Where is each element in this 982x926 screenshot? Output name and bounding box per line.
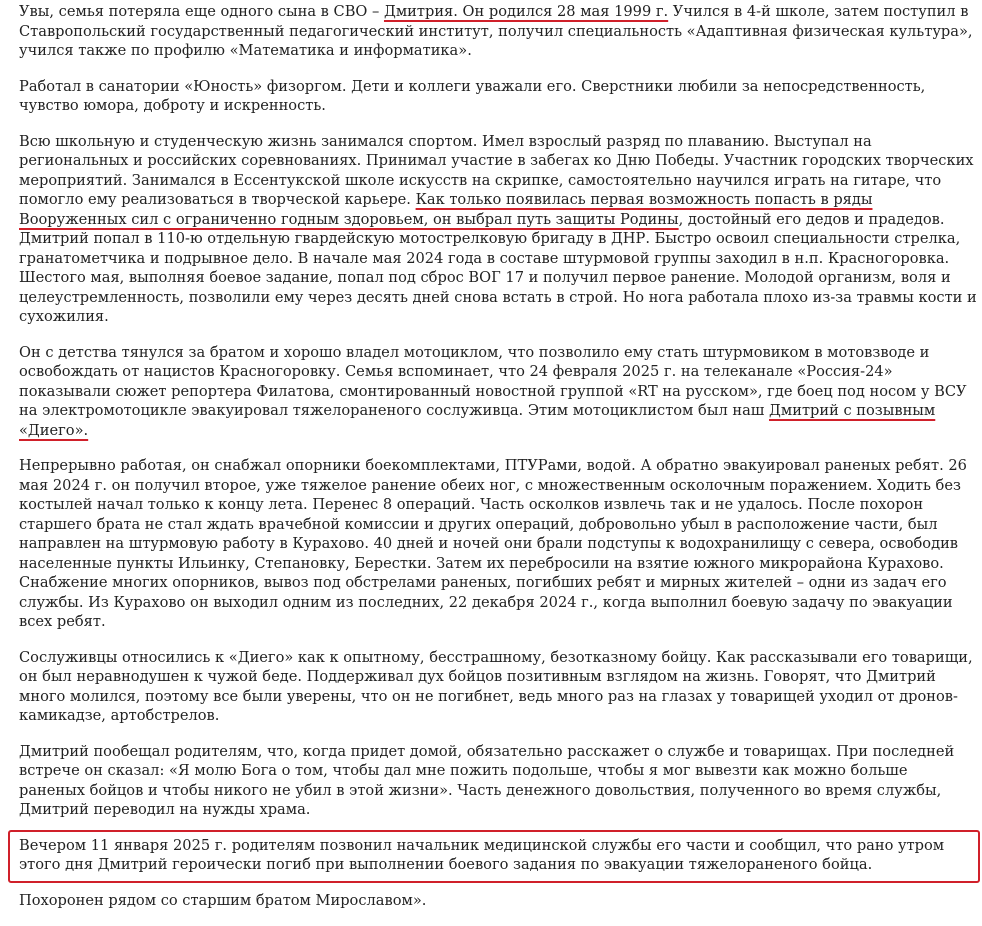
- paragraph-comrades: Сослуживцы относились к «Диего» как к опытному, бесстрашному, безотказному бойцу. Как рассказывали его товарищи, он был неравнодушен к чужой беде. Поддерживал дух бойцов позитивным взглядом на жизнь. Говорят, что Дмитрий много молился, поэтому все были уверены, что он не погибнет, ведь много раз на глазах у товарищей уходил от дронов-камикадзе, артобстрелов.: [19, 648, 973, 724]
- paragraph-burial: Похоронен рядом со старшим братом Мирославом».: [19, 891, 427, 909]
- paragraph-text: Всю школьную и студенческую жизнь занимался спортом. Имел взрослый разряд по плаванию. Выступал на региональных и российских соревнованиях. Принимал участие в забегах ко Дню Победы. Участник городских творческих мероприятий. Занимался в Ессентукской школе искусств на скрипке, самостоятельно научился играть на гитаре, что помогло ему реализоваться в творческой карьере.: [19, 132, 974, 208]
- paragraph-text: Увы, семья потеряла еще одного сына в СВО –: [19, 3, 384, 20]
- paragraph-motorcycle: [19, 343, 977, 441]
- paragraph-evacuation: Непрерывно работая, он снабжал опорники боекомплектами, ПТУРами, водой. А обратно эвакуировал раненых ребят. 26 мая 2024 г. он получил второе, уже тяжелое ранение обеих ног, с множественным осколочным поражением. Ходить без костылей начал только к концу лета. Перенес 8 операций. Часть осколков извлечь так и не удалось. После похорон старшего брата не стал ждать врачебной комиссии и других операций, добровольно убыл в расположение части, был направлен на штурмовую работу в Курахово. 40 дней и ночей они брали подступы к водохранилищу с севера, освободив населенные пункты Ильинку, Степановку, Берестки. Затем их перебросили на взятие южного микрорайона Курахово. Снабжение многих опорников, вывоз под обстрелами раненых, погибших ребят и мирных жителей – одни из задач его службы. Из Курахово он выходил одним из последних, 22 декабря 2024 г., когда выполнил боевую задачу по эвакуации всех ребят.: [19, 457, 967, 630]
- paragraph-text: Он с детства тянулся за братом и хорошо владел мотоциклом, что позволило ему стать штурмовиком в мотовзводе и освобождать от нацистов Красногоровку. Семья вспоминает, что 24 февраля 2025 г. на телеканале «Россия-24» показывали сюжет репортера Филатова, смонтированный новостной группой «RT на русском», где боец под носом у ВСУ на электромотоцикле эвакуировал тяжелораненого сослуживца. Этим мотоциклистом был наш: [19, 343, 967, 419]
- highlight-defense-choice: Как только появилась первая возможность попасть в ряды Вооруженных сил с ограниченно годным здоровьем, он выбрал путь защиты Родины: [19, 191, 873, 228]
- paragraph-birth: [19, 2, 977, 61]
- paragraph-work: Работал в санатории «Юность» физоргом. Дети и коллеги уважали его. Сверстники любили за непосредственность, чувство юмора, доброту и искренность.: [19, 77, 926, 114]
- paragraph-promise: Дмитрий пообещал родителям, что, когда придет домой, обязательно расскажет о службе и товарищах. При последней встрече он сказал: «Я молю Бога о том, чтобы дал мне пожить подольше, чтобы я мог вывезти как можно больше раненых бойцов и чтобы никого не убил в этой жизни». Часть денежного довольствия, полученного во время службы, Дмитрий переводил на нужды храма.: [19, 742, 955, 818]
- highlight-callsign: Дмитрий с позывным «Диего».: [19, 402, 936, 439]
- paragraph-text: , достойный его дедов и прадедов. Дмитрий попал в 110-ю отдельную гвардейскую мотострелковую бригаду в ДНР. Быстро освоил специальности стрелка, гранатометчика и подрывное дело. В начале мая 2024 года в составе штурмовой группы заходил в н.п. Красногоровка. Шестого мая, выполняя боевое задание, попал под сброс ВОГ 17 и получил первое ранение. Молодой организм, воля и целеустремленность, позволили ему через десять дней снова встать в строй. Но нога работала плохо из-за травмы кости и сухожилия.: [19, 210, 977, 325]
- paragraph-sport-service: [19, 132, 977, 327]
- paragraph-text: Учился в 4-й школе, затем поступил в Ставропольский государственный педагогический институт, получил специальность «Адаптивная физическая культура», учился также по профилю «Математика и информатика».: [19, 3, 973, 59]
- article-body: [19, 2, 977, 926]
- paragraph-death-boxed: Вечером 11 января 2025 г. родителям позвонил начальник медицинской службы его части и сообщил, что рано утром этого дня Дмитрий героически погиб при выполнении боевого задания по эвакуации тяжелораненого бойца.: [19, 836, 977, 875]
- highlight-birth-date: Дмитрия. Он родился 28 мая 1999 г.: [383, 3, 669, 20]
